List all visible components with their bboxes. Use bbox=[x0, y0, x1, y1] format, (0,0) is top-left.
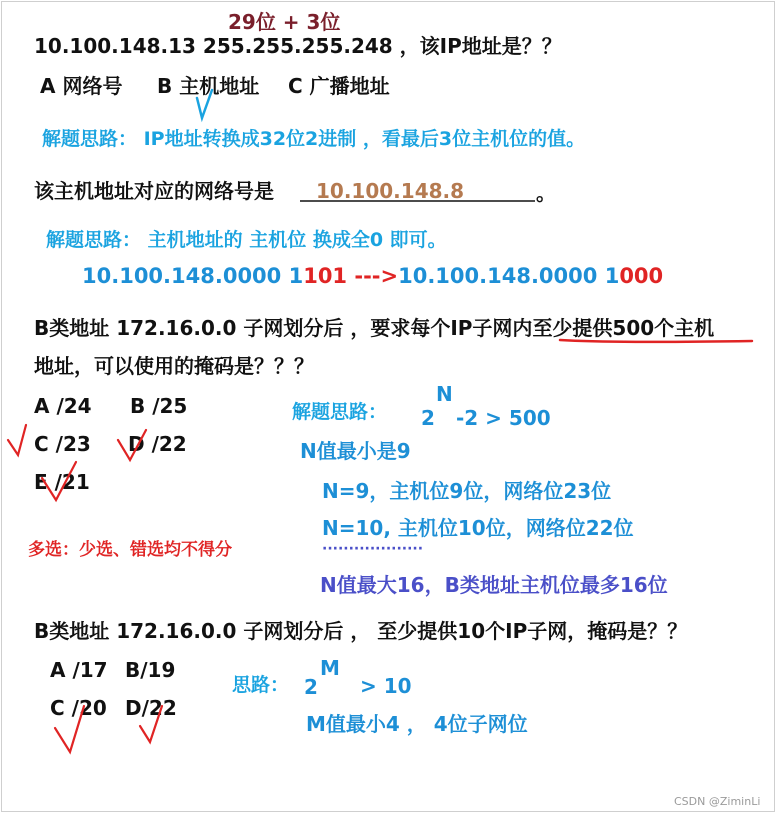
q2-option-e: E /21 bbox=[34, 470, 90, 494]
q3-formula-base: 2 bbox=[304, 675, 318, 699]
q2-formula-rest: -2 > 500 bbox=[456, 406, 551, 430]
q2-formula-base: 2 bbox=[421, 406, 435, 430]
q2-line-min: N值最小是9 bbox=[300, 439, 411, 463]
q1-question: 10.100.148.13 255.255.255.248 ，该IP地址是？？ bbox=[34, 34, 562, 58]
q1-binary-prefix-1: 10.100.148.0000 1 bbox=[82, 264, 304, 288]
q2-line-n9: N=9，主机位9位，网络位23位 bbox=[322, 479, 612, 503]
q1-option-b: B 主机地址 bbox=[157, 74, 260, 98]
q3-formula-exp: M bbox=[320, 656, 340, 680]
q2-hint-label: 解题思路： bbox=[292, 401, 388, 423]
q2-line-n10: N=10, 主机位10位，网络位22位 bbox=[322, 516, 634, 540]
q1-check-mark bbox=[197, 90, 212, 118]
q1-binary-prefix-2: 10.100.148.0000 1 bbox=[398, 264, 620, 288]
q2-formula-exp: N bbox=[436, 382, 453, 406]
q3-formula-rest: > 10 bbox=[360, 674, 412, 698]
q2-option-b: B /25 bbox=[130, 394, 188, 418]
q1-binary-red-1: 101 bbox=[303, 264, 348, 288]
q2-question-line2: 地址，可以使用的掩码是？？？ bbox=[34, 354, 314, 378]
q2-check-d bbox=[118, 430, 146, 460]
q2-line-max: N值最大16，B类地址主机位最多16位 bbox=[320, 573, 668, 597]
q1-option-a: A 网络号 bbox=[40, 74, 123, 98]
q3-check-c bbox=[55, 706, 84, 752]
q3-option-c: C /20 bbox=[50, 696, 107, 720]
q1-hint: 解题思路： IP地址转换成32位2进制 ，看最后3位主机位的值。 bbox=[42, 128, 586, 150]
q3-option-a: A /17 bbox=[50, 658, 108, 682]
q2-check-c bbox=[8, 425, 26, 455]
q2-option-c: C /23 bbox=[34, 432, 91, 456]
q2-underline bbox=[560, 340, 752, 342]
watermark: CSDN @ZiminLi bbox=[674, 795, 761, 808]
q3-option-b: B/19 bbox=[125, 658, 176, 682]
q1-option-c: C 广播地址 bbox=[288, 74, 390, 98]
q2-note: 多选：少选、错选均不得分 bbox=[28, 540, 232, 560]
q1-hint2: 解题思路： 主机地址的 主机位 换成全0 即可。 bbox=[46, 229, 447, 251]
q1-followup-label: 该主机地址对应的网络号是 bbox=[34, 179, 274, 203]
q2-check-e bbox=[42, 462, 76, 500]
q1-followup-answer: 10.100.148.8 bbox=[316, 179, 465, 203]
q3-hint-label: 思路： bbox=[232, 674, 290, 696]
q3-check-d bbox=[140, 706, 162, 742]
q3-line-min: M值最小4 ， 4位子网位 bbox=[306, 712, 528, 736]
q2-question-start: B类地址 172.16.0.0 子网划分后 ，要求每个IP子网内 bbox=[34, 316, 533, 340]
q3-question: B类地址 172.16.0.0 子网划分后 ， 至少提供10个IP子网，掩码是？？ bbox=[34, 619, 688, 643]
q1-annotation-top: 29位 + 3位 bbox=[228, 10, 341, 34]
q2-dots: ··················· bbox=[322, 541, 424, 557]
q1-binary-arrow: ---> bbox=[347, 264, 399, 288]
q2-option-d: D /22 bbox=[128, 432, 187, 456]
q2-question-underlined: 至少提供500个主机 bbox=[532, 316, 715, 340]
q1-binary-red-2: 000 bbox=[619, 264, 664, 288]
q3-option-d: D/22 bbox=[125, 696, 177, 720]
q1-followup-end: 。 bbox=[536, 181, 556, 205]
q2-option-a: A /24 bbox=[34, 394, 92, 418]
